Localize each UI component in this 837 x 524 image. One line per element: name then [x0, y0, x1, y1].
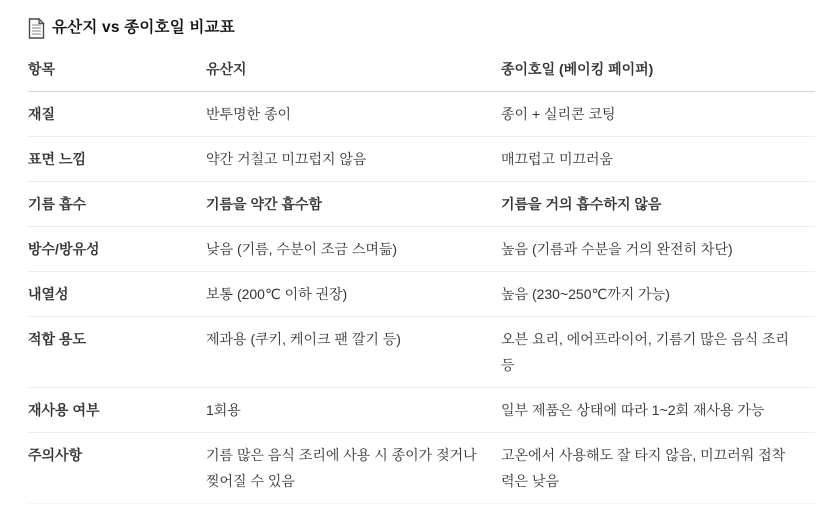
- jongihoil-cell: 높음 (기름과 수분을 거의 완전히 차단): [501, 227, 815, 272]
- yusanji-cell: 제과용 (쿠키, 케이크 팬 깔기 등): [206, 317, 501, 388]
- row-label: 재질: [28, 92, 206, 137]
- yusanji-cell: 1회용: [206, 388, 501, 433]
- row-label: 내열성: [28, 272, 206, 317]
- yusanji-cell: 약간 거칠고 미끄럽지 않음: [206, 137, 501, 182]
- page-title-row: [28, 15, 812, 41]
- table-header-row: [28, 54, 815, 92]
- table-row: [28, 317, 815, 388]
- row-label: 적합 용도: [28, 317, 206, 388]
- jongihoil-cell: 고온에서 사용해도 잘 타지 않음, 미끄러워 접착력은 낮음: [501, 433, 815, 504]
- jongihoil-cell: 종이 + 실리콘 코팅: [501, 92, 815, 137]
- table-row: [28, 92, 815, 137]
- yusanji-cell: 반투명한 종이: [206, 92, 501, 137]
- jongihoil-cell: 높음 (230~250℃까지 가능): [501, 272, 815, 317]
- row-label: 표면 느낌: [28, 137, 206, 182]
- yusanji-cell: 보통 (200℃ 이하 권장): [206, 272, 501, 317]
- jongihoil-cell: 일부 제품은 상태에 따라 1~2회 재사용 가능: [501, 388, 815, 433]
- table-row: [28, 272, 815, 317]
- page-title: 유산지 vs 종이호일 비교표: [52, 19, 235, 36]
- jongihoil-cell: 오븐 요리, 에어프라이어, 기름기 많은 음식 조리 등: [501, 317, 815, 388]
- comparison-table: [28, 54, 815, 504]
- table-row: [28, 182, 815, 227]
- row-label: 기름 흡수: [28, 182, 206, 227]
- yusanji-cell: 기름을 약간 흡수함: [206, 182, 501, 227]
- jongihoil-cell: 매끄럽고 미끄러움: [501, 137, 815, 182]
- row-label: 방수/방유성: [28, 227, 206, 272]
- jongihoil-cell: 기름을 거의 흡수하지 않음: [501, 182, 815, 227]
- table-row: [28, 137, 815, 182]
- row-label: 재사용 여부: [28, 388, 206, 433]
- yusanji-cell: 낮음 (기름, 수분이 조금 스며듦): [206, 227, 501, 272]
- table-row: [28, 227, 815, 272]
- yusanji-cell: 기름 많은 음식 조리에 사용 시 종이가 젖거나 찢어질 수 있음: [206, 433, 501, 504]
- column-header-jongihoil: 종이호일 (베이킹 페이퍼): [501, 54, 815, 92]
- document-icon: [28, 18, 45, 39]
- column-header-item: 항목: [28, 54, 206, 92]
- column-header-yusanji: 유산지: [206, 54, 501, 92]
- row-label: 주의사항: [28, 433, 206, 504]
- table-body: [28, 92, 815, 504]
- table-row: [28, 433, 815, 504]
- table-row: [28, 388, 815, 433]
